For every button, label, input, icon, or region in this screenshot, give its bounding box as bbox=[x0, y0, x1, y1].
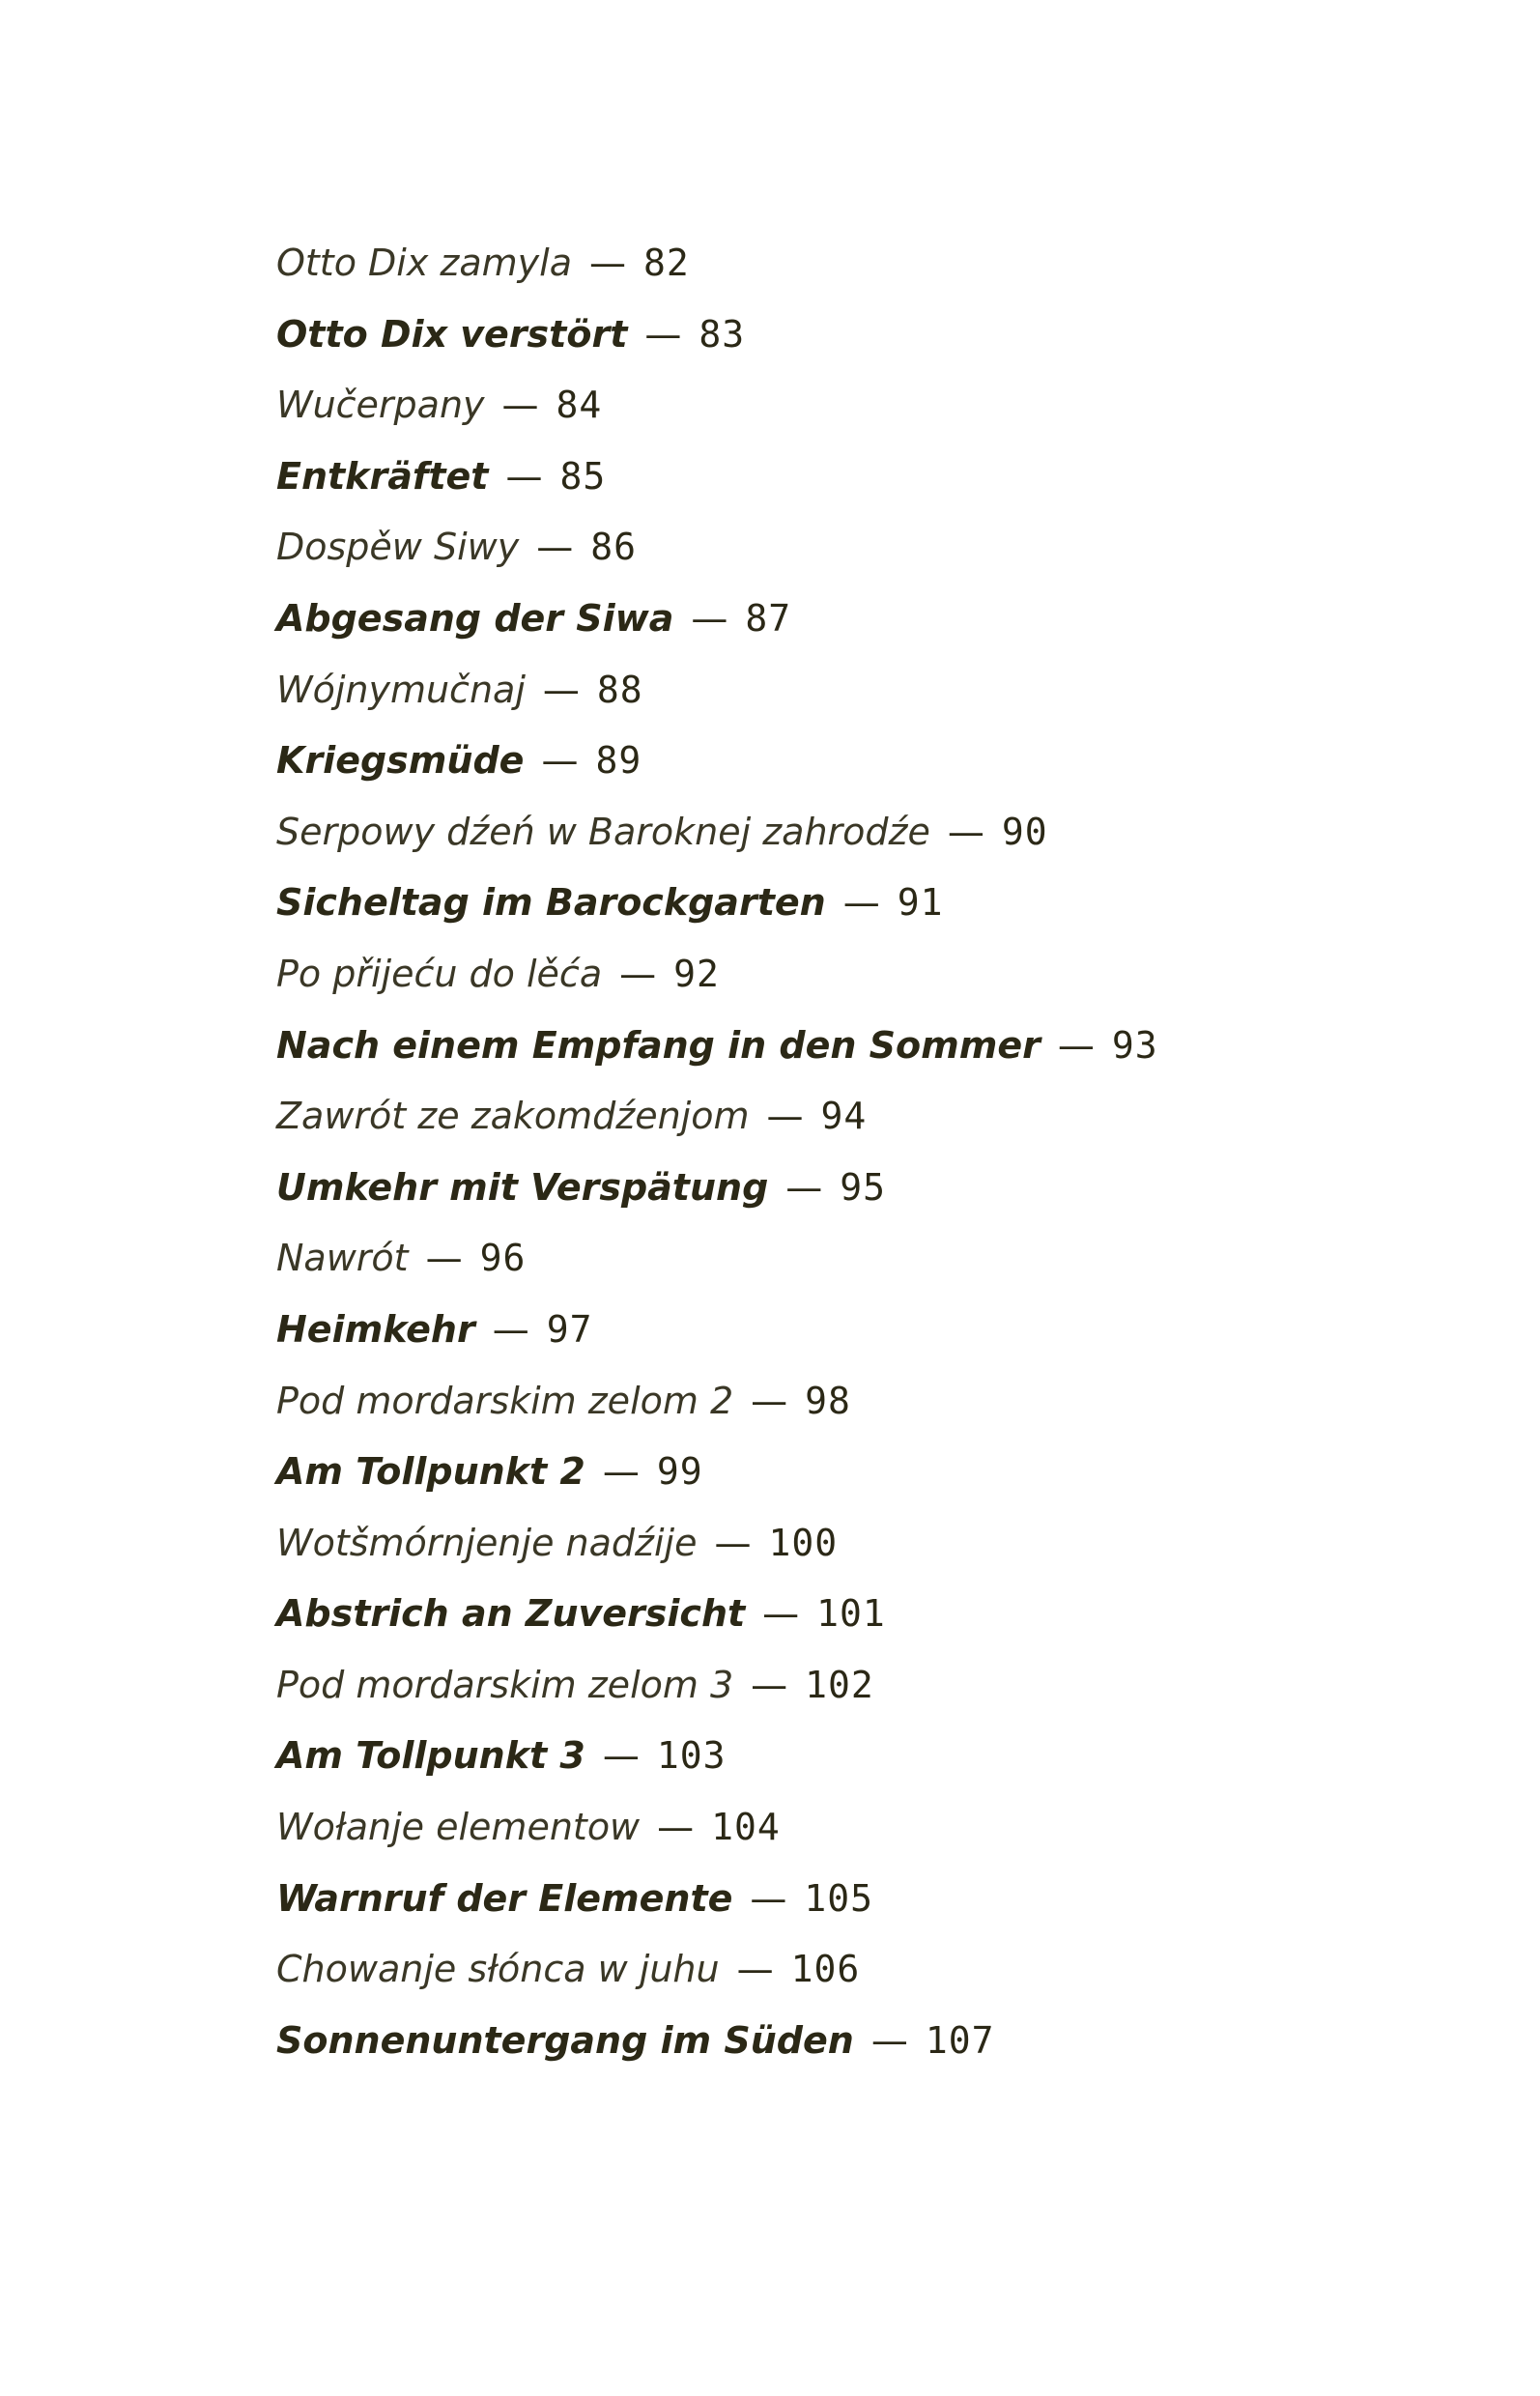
toc-entry bbox=[276, 449, 1339, 521]
toc-entry-title: Wučerpany bbox=[276, 384, 485, 427]
toc-entry-page-number: 100 bbox=[768, 1521, 839, 1564]
toc-entry bbox=[276, 805, 1339, 876]
toc-entry-dash: — bbox=[750, 1876, 787, 1920]
toc-entry bbox=[276, 1018, 1339, 1090]
toc-entry-dash: — bbox=[541, 739, 579, 783]
toc-entry-title: Heimkehr bbox=[276, 1307, 475, 1351]
toc-entry-title: Dospěw Siwy bbox=[276, 526, 520, 569]
toc-entry bbox=[276, 1658, 1339, 1729]
toc-entry-page-number: 85 bbox=[559, 454, 607, 498]
toc-entry-page-number: 82 bbox=[643, 242, 690, 284]
toc-entry-page-number: 88 bbox=[596, 668, 643, 711]
toc-entry-page-number: 104 bbox=[711, 1806, 781, 1849]
toc-entry bbox=[276, 1302, 1339, 1374]
toc-entry-page-number: 91 bbox=[897, 881, 944, 925]
toc-entry-page-number: 94 bbox=[820, 1095, 868, 1138]
toc-entry bbox=[276, 378, 1339, 449]
toc-entry-title: Pod mordarskim zelom 3 bbox=[276, 1663, 734, 1706]
toc-entry-dash: — bbox=[657, 1806, 695, 1849]
toc-entry-page-number: 99 bbox=[656, 1450, 703, 1494]
toc-entry-dash: — bbox=[505, 454, 543, 498]
toc-entry-title: Wołanje elementow bbox=[276, 1806, 641, 1849]
toc-entry-page-number: 95 bbox=[840, 1165, 887, 1209]
toc-entry-page-number: 93 bbox=[1111, 1023, 1158, 1067]
toc-entry-dash: — bbox=[602, 1734, 640, 1778]
toc-entry-title: Entkräftet bbox=[276, 454, 489, 498]
toc-entry-dash: — bbox=[1057, 1023, 1095, 1067]
toc-entry-page-number: 106 bbox=[790, 1948, 861, 1991]
toc-entry-page-number: 102 bbox=[805, 1663, 874, 1706]
toc-entry-page-number: 84 bbox=[556, 384, 603, 427]
toc-entry-page-number: 92 bbox=[673, 952, 720, 995]
toc-entry-page-number: 86 bbox=[590, 526, 637, 569]
toc-entry-title: Chowanje słónca w juhu bbox=[276, 1948, 720, 1991]
toc-entry bbox=[276, 307, 1339, 379]
toc-entry-dash: — bbox=[736, 1948, 774, 1991]
toc-entry-dash: — bbox=[785, 1165, 823, 1209]
toc-entry-page-number: 105 bbox=[804, 1876, 874, 1920]
toc-entry-title: Wotšmórnjenje nadźije bbox=[276, 1521, 698, 1564]
toc-entry bbox=[276, 236, 1339, 307]
toc-entry bbox=[276, 1516, 1339, 1587]
toc-entry-title: Sicheltag im Barockgarten bbox=[276, 881, 826, 925]
toc-entry bbox=[276, 1800, 1339, 1871]
toc-entry-title: Umkehr mit Verspätung bbox=[276, 1165, 769, 1209]
toc-entry bbox=[276, 875, 1339, 947]
toc-entry-title: Otto Dix verstört bbox=[276, 312, 628, 356]
toc-entry-title: Am Tollpunkt 2 bbox=[276, 1450, 585, 1494]
toc-entry-title: Sonnenuntergang im Süden bbox=[276, 2018, 854, 2062]
toc-entry-page-number: 83 bbox=[699, 312, 746, 356]
toc-entry-title: Otto Dix zamyla bbox=[276, 242, 573, 284]
toc-entry-dash: — bbox=[542, 668, 580, 711]
toc-entry-dash: — bbox=[644, 312, 682, 356]
toc-entry-title: Kriegsmüde bbox=[276, 739, 525, 783]
toc-entry-title: Am Tollpunkt 3 bbox=[276, 1734, 585, 1778]
toc-entry-title: Warnruf der Elemente bbox=[276, 1876, 733, 1920]
toc-entry-dash: — bbox=[425, 1237, 463, 1280]
toc-entry-dash: — bbox=[492, 1307, 529, 1351]
toc-entry bbox=[276, 947, 1339, 1018]
toc-entry bbox=[276, 733, 1339, 805]
toc-entry-dash: — bbox=[947, 810, 984, 853]
toc-entry-dash: — bbox=[751, 1663, 788, 1706]
toc-entry bbox=[276, 520, 1339, 591]
toc-entry bbox=[276, 591, 1339, 663]
toc-entry-page-number: 97 bbox=[546, 1307, 593, 1351]
toc-entry-dash: — bbox=[602, 1450, 640, 1494]
toc-entry bbox=[276, 2013, 1339, 2085]
toc-entry-page-number: 90 bbox=[1001, 810, 1048, 853]
toc-entry-title: Abgesang der Siwa bbox=[276, 596, 674, 640]
toc-entry bbox=[276, 1160, 1339, 1232]
toc-entry-dash: — bbox=[501, 384, 539, 427]
toc-entry-title: Nawrót bbox=[276, 1237, 409, 1280]
toc-entry-page-number: 101 bbox=[816, 1592, 886, 1636]
toc-entry-page-number: 87 bbox=[745, 596, 792, 640]
toc-entry-dash: — bbox=[766, 1095, 804, 1138]
toc-entry-dash: — bbox=[870, 2018, 908, 2062]
toc-entry-dash: — bbox=[751, 1379, 788, 1422]
toc-entry-page-number: 89 bbox=[595, 739, 642, 783]
toc-entry-title: Serpowy dźeń w Baroknej zahrodźe bbox=[276, 810, 930, 853]
toc-entry-title: Wójnymučnaj bbox=[276, 668, 526, 711]
toc-entry-page-number: 98 bbox=[805, 1379, 851, 1422]
toc-entry-dash: — bbox=[691, 596, 728, 640]
toc-entry bbox=[276, 1728, 1339, 1800]
toc-entry bbox=[276, 1231, 1339, 1302]
toc-entry bbox=[276, 1942, 1339, 2013]
toc-entry bbox=[276, 1871, 1339, 1943]
toc-entry-page-number: 107 bbox=[925, 2018, 995, 2062]
toc-entry-title: Abstrich an Zuversicht bbox=[276, 1592, 746, 1636]
toc-entry-title: Pod mordarskim zelom 2 bbox=[276, 1379, 734, 1422]
toc-entry-title: Nach einem Empfang in den Sommer bbox=[276, 1023, 1041, 1067]
toc-entry bbox=[276, 1586, 1339, 1658]
toc-entry-dash: — bbox=[589, 242, 627, 284]
toc-entry-page-number: 103 bbox=[656, 1734, 727, 1778]
toc-entry-dash: — bbox=[842, 881, 880, 925]
toc-entry-dash: — bbox=[619, 952, 657, 995]
toc-entry-page-number: 96 bbox=[479, 1237, 527, 1280]
toc-entry bbox=[276, 1444, 1339, 1516]
toc-entry-dash: — bbox=[762, 1592, 800, 1636]
toc-entry bbox=[276, 663, 1339, 734]
toc-entry-dash: — bbox=[536, 526, 574, 569]
table-of-contents bbox=[276, 236, 1339, 2084]
toc-entry-dash: — bbox=[714, 1521, 752, 1564]
toc-entry-title: Po přijeću do lěća bbox=[276, 952, 603, 995]
toc-entry-title: Zawrót ze zakomdźenjom bbox=[276, 1095, 750, 1138]
toc-entry bbox=[276, 1089, 1339, 1160]
toc-entry bbox=[276, 1374, 1339, 1445]
